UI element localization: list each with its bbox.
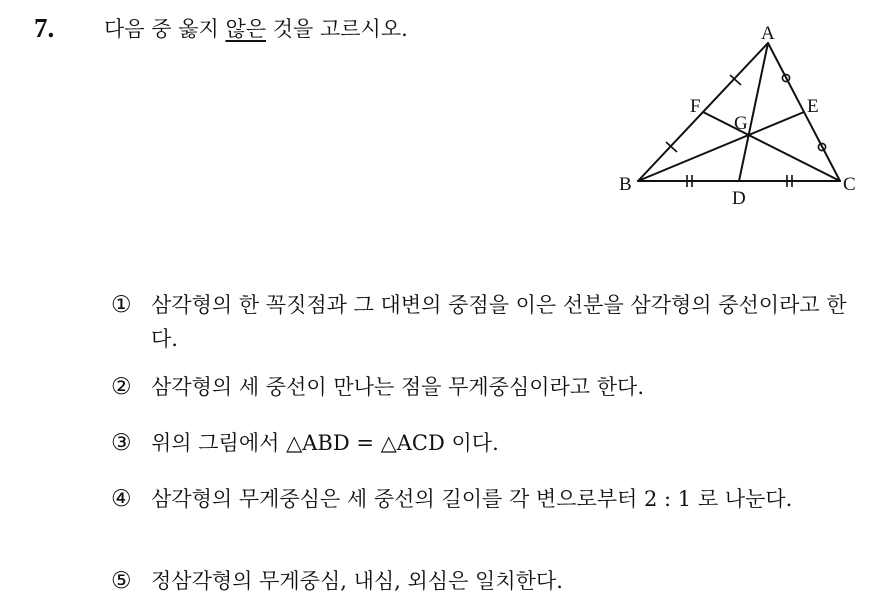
vertex-label-a: A: [761, 23, 775, 44]
prompt-text-after: 것을 고르시오.: [266, 17, 408, 41]
choice-4[interactable]: [111, 482, 871, 516]
prompt-text-before: 다음 중 옳지: [104, 17, 226, 41]
choice-text: 위의 그림에서 △ABD = △ACD 이다.: [151, 431, 499, 455]
point-label-g: G: [734, 113, 748, 134]
choice-marker: ⑤: [111, 568, 132, 594]
choice-marker: ④: [111, 486, 132, 512]
choice-text: 삼각형의 무게중심은 세 중선의 길이를 각 변으로부터 2 : 1 로 나눈다.: [151, 487, 793, 511]
question-prompt: [104, 14, 408, 44]
median-ad: [739, 43, 768, 181]
choice-2[interactable]: [111, 370, 871, 404]
choice-1[interactable]: [111, 288, 871, 356]
choice-marker: ③: [111, 430, 132, 456]
point-label-f: F: [690, 96, 701, 117]
choice-text: 정삼각형의 무게중심, 내심, 외심은 일치한다.: [151, 569, 563, 593]
choice-5[interactable]: [111, 564, 871, 598]
point-label-d: D: [732, 188, 746, 209]
choice-marker: ②: [111, 374, 132, 400]
point-label-e: E: [807, 96, 819, 117]
choice-3[interactable]: [111, 426, 871, 460]
triangle-diagram: [610, 18, 860, 218]
prompt-emphasis: 않은: [225, 17, 267, 41]
question-number: 7.: [34, 13, 55, 43]
median-be: [638, 112, 804, 181]
vertex-label-c: C: [843, 174, 856, 195]
choice-text: 삼각형의 세 중선이 만나는 점을 무게중심이라고 한다.: [151, 375, 645, 399]
choice-text: 삼각형의 한 꼭짓점과 그 대변의 중점을 이은 선분을 삼각형의 중선이라고 한다.: [151, 293, 847, 351]
vertex-label-b: B: [619, 174, 632, 195]
triangle-figure: [610, 18, 860, 218]
choice-marker: ①: [111, 292, 132, 318]
